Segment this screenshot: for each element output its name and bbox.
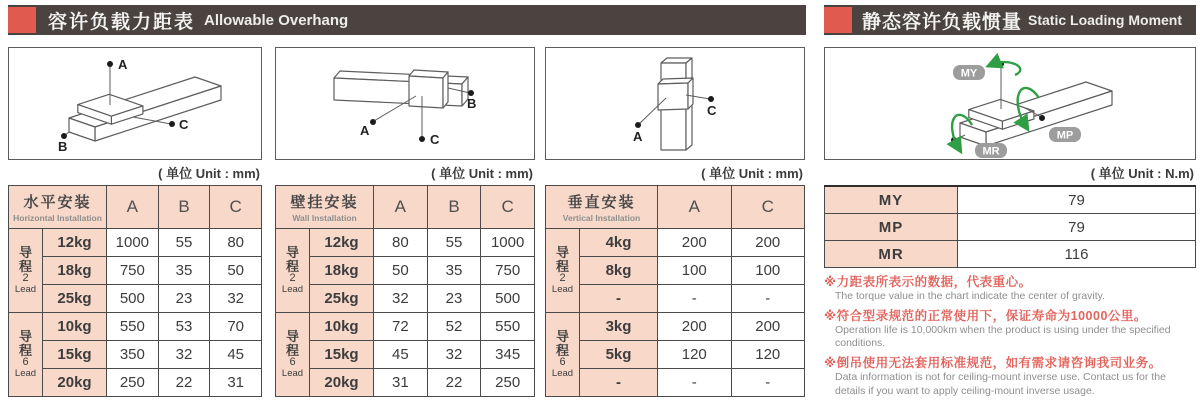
value-cell: - xyxy=(658,285,731,313)
moment-name-cell: MP xyxy=(825,214,958,241)
table-row xyxy=(9,369,262,397)
note-en: The torque value in the chart indicate the center of gravity. xyxy=(835,290,1106,302)
value-cell: 32 xyxy=(158,341,210,369)
value-cell: 1000 xyxy=(107,229,159,257)
value-cell: 550 xyxy=(481,313,535,341)
unit-label-mm: ( 单位 Unit : mm) xyxy=(158,166,260,181)
value-cell: 80 xyxy=(210,229,262,257)
column-header-c: C xyxy=(210,186,262,229)
table-row xyxy=(9,341,262,369)
table-row xyxy=(9,229,262,257)
value-cell: 550 xyxy=(107,313,159,341)
value-cell: 500 xyxy=(107,285,159,313)
table-row xyxy=(825,241,1196,268)
point-a-label: A xyxy=(633,129,643,144)
value-cell: - xyxy=(731,369,805,397)
point-c-label: C xyxy=(430,132,440,147)
horizontal-installation-table xyxy=(8,185,262,397)
value-cell: 50 xyxy=(374,257,428,285)
value-cell: 1000 xyxy=(481,229,535,257)
value-cell: 100 xyxy=(731,257,805,285)
horizontal-installation-section xyxy=(8,47,262,397)
table-row xyxy=(276,369,535,397)
horizontal-rail-diagram xyxy=(8,47,262,160)
header-title-zh: 静态容许负载惯量 xyxy=(862,11,1023,33)
point-b-marker xyxy=(58,132,69,154)
value-cell: 32 xyxy=(427,341,481,369)
load-cell: 18kg xyxy=(43,257,107,285)
table-row xyxy=(546,285,805,313)
value-cell: 200 xyxy=(658,313,731,341)
moment-axes-diagram xyxy=(824,47,1196,160)
mp-badge-label: MP xyxy=(1056,129,1074,142)
load-cell: 12kg xyxy=(43,229,107,257)
value-cell: 22 xyxy=(158,369,210,397)
value-cell: 55 xyxy=(158,229,210,257)
load-cell: 15kg xyxy=(43,341,107,369)
load-cell: 12kg xyxy=(310,229,374,257)
my-badge-label: MY xyxy=(960,67,978,80)
note-en: Data information is not for ceiling-mount inverse use. Contact us for the details if you want to apply ceiling-mount inverse usage. xyxy=(835,371,1166,397)
value-cell: 200 xyxy=(731,229,805,257)
value-cell: 23 xyxy=(427,285,481,313)
table-header-row xyxy=(9,186,262,229)
load-cell: 25kg xyxy=(310,285,374,313)
column-header-c: C xyxy=(481,186,535,229)
value-cell: 350 xyxy=(107,341,159,369)
value-cell: 750 xyxy=(481,257,535,285)
value-cell: 200 xyxy=(658,229,731,257)
vertical-installation-table xyxy=(545,185,805,397)
lead-2-cell: 导 程 2 Lead xyxy=(9,229,43,313)
table-row xyxy=(9,285,262,313)
value-cell: 345 xyxy=(481,341,535,369)
table-row xyxy=(825,214,1196,241)
unit-label-mm: ( 单位 Unit : mm) xyxy=(701,166,803,181)
isometric-rail-drawing xyxy=(658,58,693,150)
lead-2-cell: 导 程 2 Lead xyxy=(276,229,310,313)
moment-name-cell: MY xyxy=(825,186,958,214)
value-cell: 250 xyxy=(481,369,535,397)
value-cell: 45 xyxy=(210,341,262,369)
point-b-label: B xyxy=(58,139,68,154)
column-header-a: A xyxy=(658,186,731,229)
value-cell: 53 xyxy=(158,313,210,341)
header-title-en: Static Loading Moment xyxy=(1028,12,1183,28)
note-item xyxy=(824,353,1196,397)
moment-value-cell: 79 xyxy=(958,186,1196,214)
value-cell: 750 xyxy=(107,257,159,285)
moment-my-marker xyxy=(953,61,1020,109)
column-header-b: B xyxy=(158,186,210,229)
load-cell: - xyxy=(580,369,658,397)
value-cell: 45 xyxy=(374,341,428,369)
point-c-label: C xyxy=(179,117,189,132)
unit-label-mm: ( 单位 Unit : mm) xyxy=(431,166,533,181)
wall-installation-section xyxy=(275,47,535,397)
column-header-c: C xyxy=(731,186,805,229)
value-cell: 50 xyxy=(210,257,262,285)
value-cell: 72 xyxy=(374,313,428,341)
load-cell: 10kg xyxy=(310,313,374,341)
column-header-b: B xyxy=(427,186,481,229)
load-cell: 18kg xyxy=(310,257,374,285)
table-row xyxy=(276,285,535,313)
table-row xyxy=(276,229,535,257)
note-item xyxy=(824,272,1196,303)
load-cell: 5kg xyxy=(580,341,658,369)
load-cell: 20kg xyxy=(43,369,107,397)
point-a-label: A xyxy=(360,123,370,138)
table-row xyxy=(546,257,805,285)
table-header-row xyxy=(546,186,805,229)
table-row xyxy=(9,313,262,341)
footnotes xyxy=(824,272,1196,398)
isometric-rail-drawing xyxy=(69,77,221,141)
note-zh: ※倒吊使用无法套用标准规范，如有需求请咨询我司业务。 xyxy=(824,356,1162,371)
table-row xyxy=(546,341,805,369)
note-item xyxy=(824,306,1196,350)
load-cell: 3kg xyxy=(580,313,658,341)
value-cell: 31 xyxy=(374,369,428,397)
load-cell: 8kg xyxy=(580,257,658,285)
static-loading-moment-header xyxy=(824,5,1196,35)
lead-6-cell: 导 程 6 Lead xyxy=(546,313,580,397)
load-cell: 15kg xyxy=(310,341,374,369)
rotation-arrow-my xyxy=(993,62,1020,75)
note-zh: ※力距表所表示的数据，代表重心。 xyxy=(824,275,1032,289)
static-loading-moment-table xyxy=(824,185,1196,268)
value-cell: 70 xyxy=(210,313,262,341)
allowable-overhang-header xyxy=(8,5,806,35)
value-cell: 35 xyxy=(427,257,481,285)
table-row xyxy=(825,186,1196,214)
value-cell: 31 xyxy=(210,369,262,397)
header-accent-square xyxy=(8,7,36,33)
mr-badge-label: MR xyxy=(982,145,1000,158)
table-row xyxy=(276,341,535,369)
header-title-zh: 容许负载力距表 xyxy=(48,11,196,33)
value-cell: 52 xyxy=(427,313,481,341)
table-header-row xyxy=(276,186,535,229)
value-cell: 55 xyxy=(427,229,481,257)
value-cell: 100 xyxy=(658,257,731,285)
lead-6-cell: 导 程 6 Lead xyxy=(276,313,310,397)
lead-6-cell: 导 程 6 Lead xyxy=(9,313,43,397)
isometric-rail-drawing xyxy=(334,70,468,108)
value-cell: 80 xyxy=(374,229,428,257)
value-cell: 120 xyxy=(658,341,731,369)
moment-value-cell: 79 xyxy=(958,214,1196,241)
unit-label-nm: ( 单位 Unit : N.m) xyxy=(1090,166,1194,181)
value-cell: 250 xyxy=(107,369,159,397)
wall-rail-diagram xyxy=(275,47,535,160)
note-en: Operation life is 10,000km when the product is using under the specified conditions. xyxy=(835,324,1171,350)
load-cell: 25kg xyxy=(43,285,107,313)
load-cell: - xyxy=(580,285,658,313)
value-cell: 32 xyxy=(374,285,428,313)
table-row xyxy=(276,257,535,285)
column-header-a: A xyxy=(374,186,428,229)
header-accent-square xyxy=(824,7,852,33)
point-b-label: B xyxy=(467,96,477,111)
load-cell: 4kg xyxy=(580,229,658,257)
moment-name-cell: MR xyxy=(825,241,958,268)
vertical-rail-diagram xyxy=(545,47,805,160)
value-cell: 120 xyxy=(731,341,805,369)
table-row xyxy=(9,257,262,285)
value-cell: 32 xyxy=(210,285,262,313)
point-c-label: C xyxy=(707,103,717,118)
table-row xyxy=(546,369,805,397)
wall-installation-table xyxy=(275,185,535,397)
value-cell: 200 xyxy=(731,313,805,341)
value-cell: 35 xyxy=(158,257,210,285)
value-cell: 22 xyxy=(427,369,481,397)
moment-value-cell: 116 xyxy=(958,241,1196,268)
table-title-cell: 垂直安装 Vertical Installation xyxy=(546,186,658,229)
column-header-a: A xyxy=(107,186,159,229)
load-cell: 10kg xyxy=(43,313,107,341)
value-cell: - xyxy=(731,285,805,313)
header-title-en: Allowable Overhang xyxy=(204,11,349,29)
table-row xyxy=(276,313,535,341)
lead-2-cell: 导 程 2 Lead xyxy=(546,229,580,313)
table-title-cell: 水平安装 Horizontal Installation xyxy=(9,186,107,229)
note-zh: ※符合型录规范的正常使用下，保证寿命为10000公里。 xyxy=(824,309,1147,324)
point-a-label: A xyxy=(118,57,128,72)
static-loading-moment-section xyxy=(824,47,1196,398)
vertical-installation-section xyxy=(545,47,805,397)
table-row xyxy=(546,229,805,257)
value-cell: 500 xyxy=(481,285,535,313)
table-row xyxy=(546,313,805,341)
table-title-cell: 壁挂安装 Wall Installation xyxy=(276,186,374,229)
load-cell: 20kg xyxy=(310,369,374,397)
value-cell: - xyxy=(658,369,731,397)
value-cell: 23 xyxy=(158,285,210,313)
